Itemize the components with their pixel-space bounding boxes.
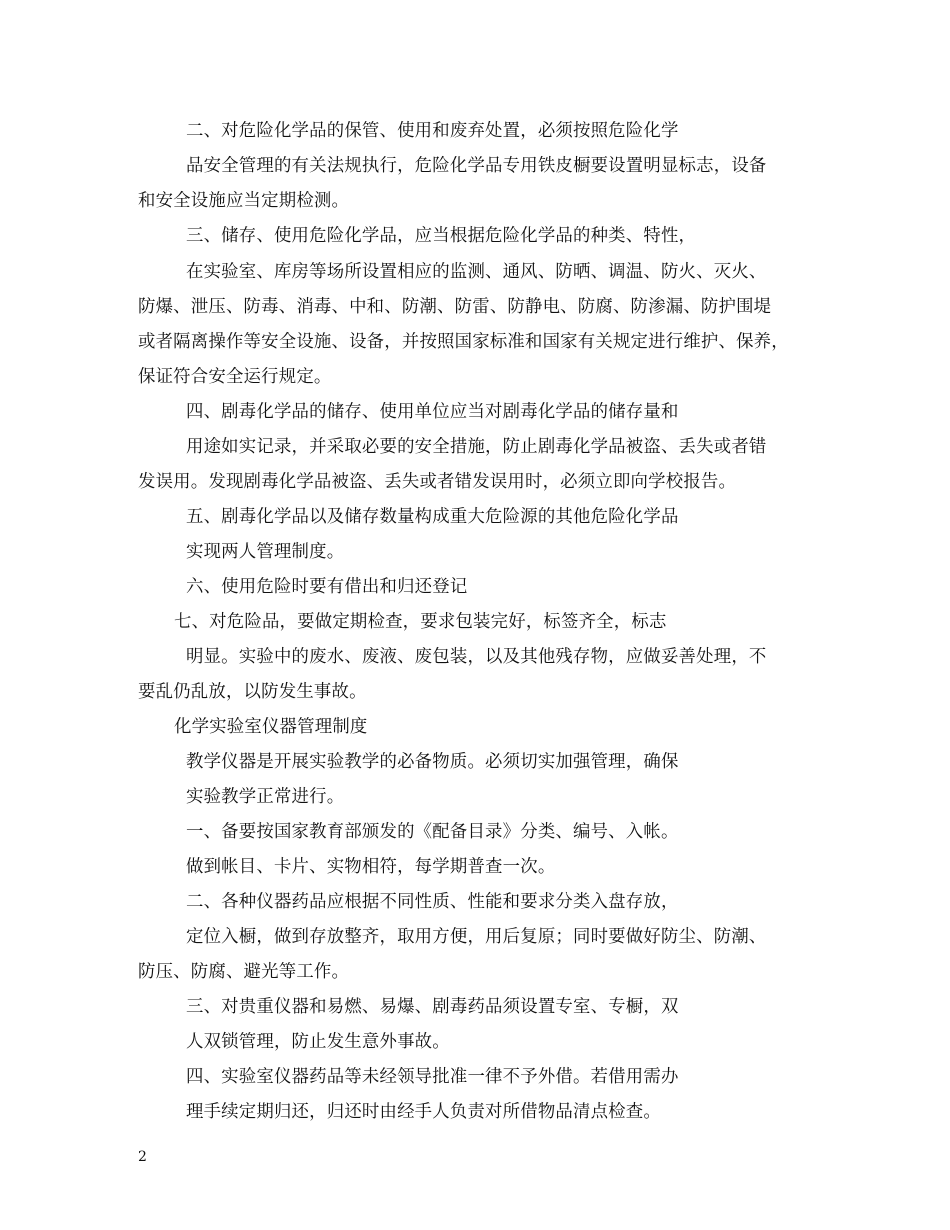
text-line: 理手续定期归还，归还时由经手人负责对所借物品清点检查。 [186,1102,661,1122]
text-line: 四、实验室仪器药品等未经领导批准一律不予外借。若借用需办 [186,1067,679,1087]
text-line: 防压、防腐、避光等工作。 [138,962,350,982]
text-line: 做到帐目、卡片、实物相符，每学期普查一次。 [186,857,556,877]
text-line: 用途如实记录，并采取必要的安全措施，防止剧毒化学品被盗、丢失或者错 [186,437,767,457]
text-line: 要乱仍乱放，以防发生事故。 [138,682,367,702]
text-line: 七、对危险品，要做定期检查，要求包装完好，标签齐全，标志 [174,612,667,632]
text-line: 或者隔离操作等安全设施、设备，并按照国家标准和国家有关规定进行维护、保养， [138,332,789,352]
text-line: 一、备要按国家教育部颁发的《配备目录》分类、编号、入帐。 [186,822,679,842]
text-line: 品安全管理的有关法规执行，危险化学品专用铁皮橱要设置明显标志，设备 [186,156,767,176]
text-line: 四、剧毒化学品的储存、使用单位应当对剧毒化学品的储存量和 [186,402,679,422]
text-line: 明显。实验中的废水、废液、废包装，以及其他残存物，应做妥善处理，不 [186,647,767,667]
text-line: 和安全设施应当定期检测。 [138,191,350,211]
text-line: 人双锁管理，防止发生意外事故。 [186,1032,450,1052]
text-line: 三、对贵重仪器和易燃、易爆、剧毒药品须设置专室、专橱，双 [186,997,679,1017]
text-line: 保证符合安全运行规定。 [138,367,332,387]
text-line: 二、对危险化学品的保管、使用和废弃处置，必须按照危险化学 [186,121,679,141]
text-line: 二、各种仪器药品应根据不同性质、性能和要求分类入盘存放， [186,892,679,912]
page-number: 2 [138,1149,147,1165]
text-line: 防爆、泄压、防毒、消毒、中和、防潮、防雷、防静电、防腐、防渗漏、防护围堤 [138,297,772,317]
section-heading: 化学实验室仪器管理制度 [174,717,368,737]
text-line: 定位入橱，做到存放整齐，取用方便，用后复原；同时要做好防尘、防潮、 [186,927,767,947]
text-line: 实现两人管理制度。 [186,542,345,562]
text-line: 三、储存、使用危险化学品，应当根据危险化学品的种类、特性， [186,226,697,246]
text-line: 实验教学正常进行。 [186,787,345,807]
text-line: 教学仪器是开展实验教学的必备物质。必须切实加强管理，确保 [186,752,679,772]
text-line: 发误用。发现剧毒化学品被盗、丢失或者错发误用时，必须立即向学校报告。 [138,472,737,492]
text-line: 在实验室、库房等场所设置相应的监测、通风、防晒、调温、防火、灭火、 [186,262,767,282]
text-line: 五、剧毒化学品以及储存数量构成重大危险源的其他危险化学品 [186,507,679,527]
text-line: 六、使用危险时要有借出和归还登记 [186,577,468,597]
